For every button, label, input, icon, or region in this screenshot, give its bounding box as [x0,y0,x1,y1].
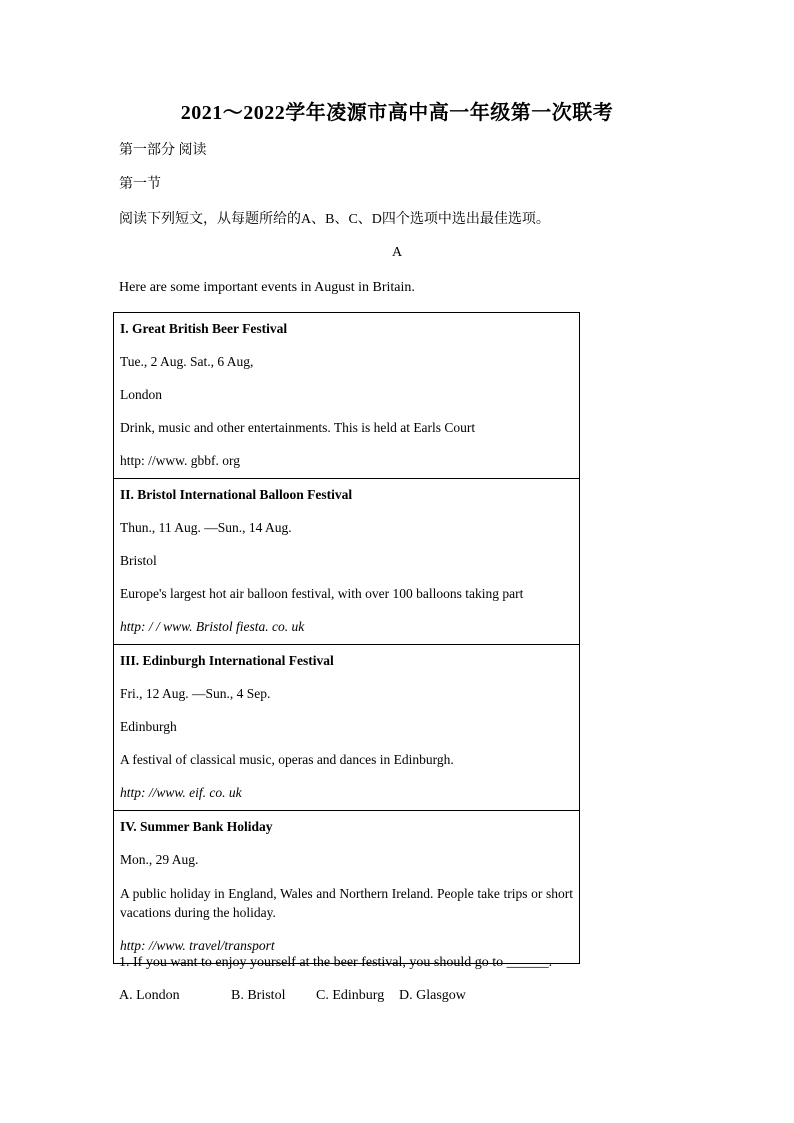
events-table [113,312,580,964]
option-a[interactable]: A. London [119,988,180,1003]
event-place: Edinburgh [120,719,177,734]
event-place: Bristol [120,553,157,568]
event-box [114,811,579,963]
event-url: http: / / www. Bristol fiesta. co. uk [120,619,305,634]
instructions: 阅读下列短文，从每题所给的A、B、C、D四个选项中选出最佳选项。 [119,212,550,227]
event-description: Europe's largest hot air balloon festival, with over 100 balloons taking part [120,586,524,601]
event-description: A festival of classical music, operas and dances in Edinburgh. [120,752,454,767]
event-name: II. Bristol International Balloon Festival [120,487,353,502]
event-box [114,645,579,811]
event-description: A public holiday in England, Wales and Northern Ireland. People take trips or short vacations during the holiday. [120,886,573,920]
event-box [114,313,579,479]
option-b[interactable]: B. Bristol [231,988,286,1003]
passage-intro: Here are some important events in August in Britain. [119,280,415,295]
event-date: Mon., 29 Aug. [120,852,199,867]
event-name: III. Edinburgh International Festival [120,653,334,668]
page-title: 2021～2022学年凌源市高中高一年级第一次联考 [180,102,614,124]
event-date: Fri., 12 Aug. —Sun., 4 Sep. [120,686,271,701]
event-name: IV. Summer Bank Holiday [120,819,273,834]
event-url: http: //www. travel/transport [120,938,275,953]
event-date: Tue., 2 Aug. Sat., 6 Aug, [120,354,254,369]
part-heading: 第一部分 阅读 [119,143,207,158]
event-url: http: //www. gbbf. org [120,453,240,468]
event-name: I. Great British Beer Festival [120,321,288,336]
event-place: London [120,387,162,402]
question-text: 1. If you want to enjoy yourself at the beer festival, you should go to ______. [119,955,553,970]
passage-letter: A [391,245,403,260]
answer-options [119,987,466,1005]
option-d[interactable]: D. Glasgow [399,988,466,1003]
event-description: Drink, music and other entertainments. This is held at Earls Court [120,420,476,435]
event-date: Thun., 11 Aug. —Sun., 14 Aug. [120,520,292,535]
option-c[interactable]: C. Edinburg [316,988,385,1003]
event-url: http: //www. eif. co. uk [120,785,242,800]
event-box [114,479,579,645]
section-heading: 第一节 [119,177,161,192]
